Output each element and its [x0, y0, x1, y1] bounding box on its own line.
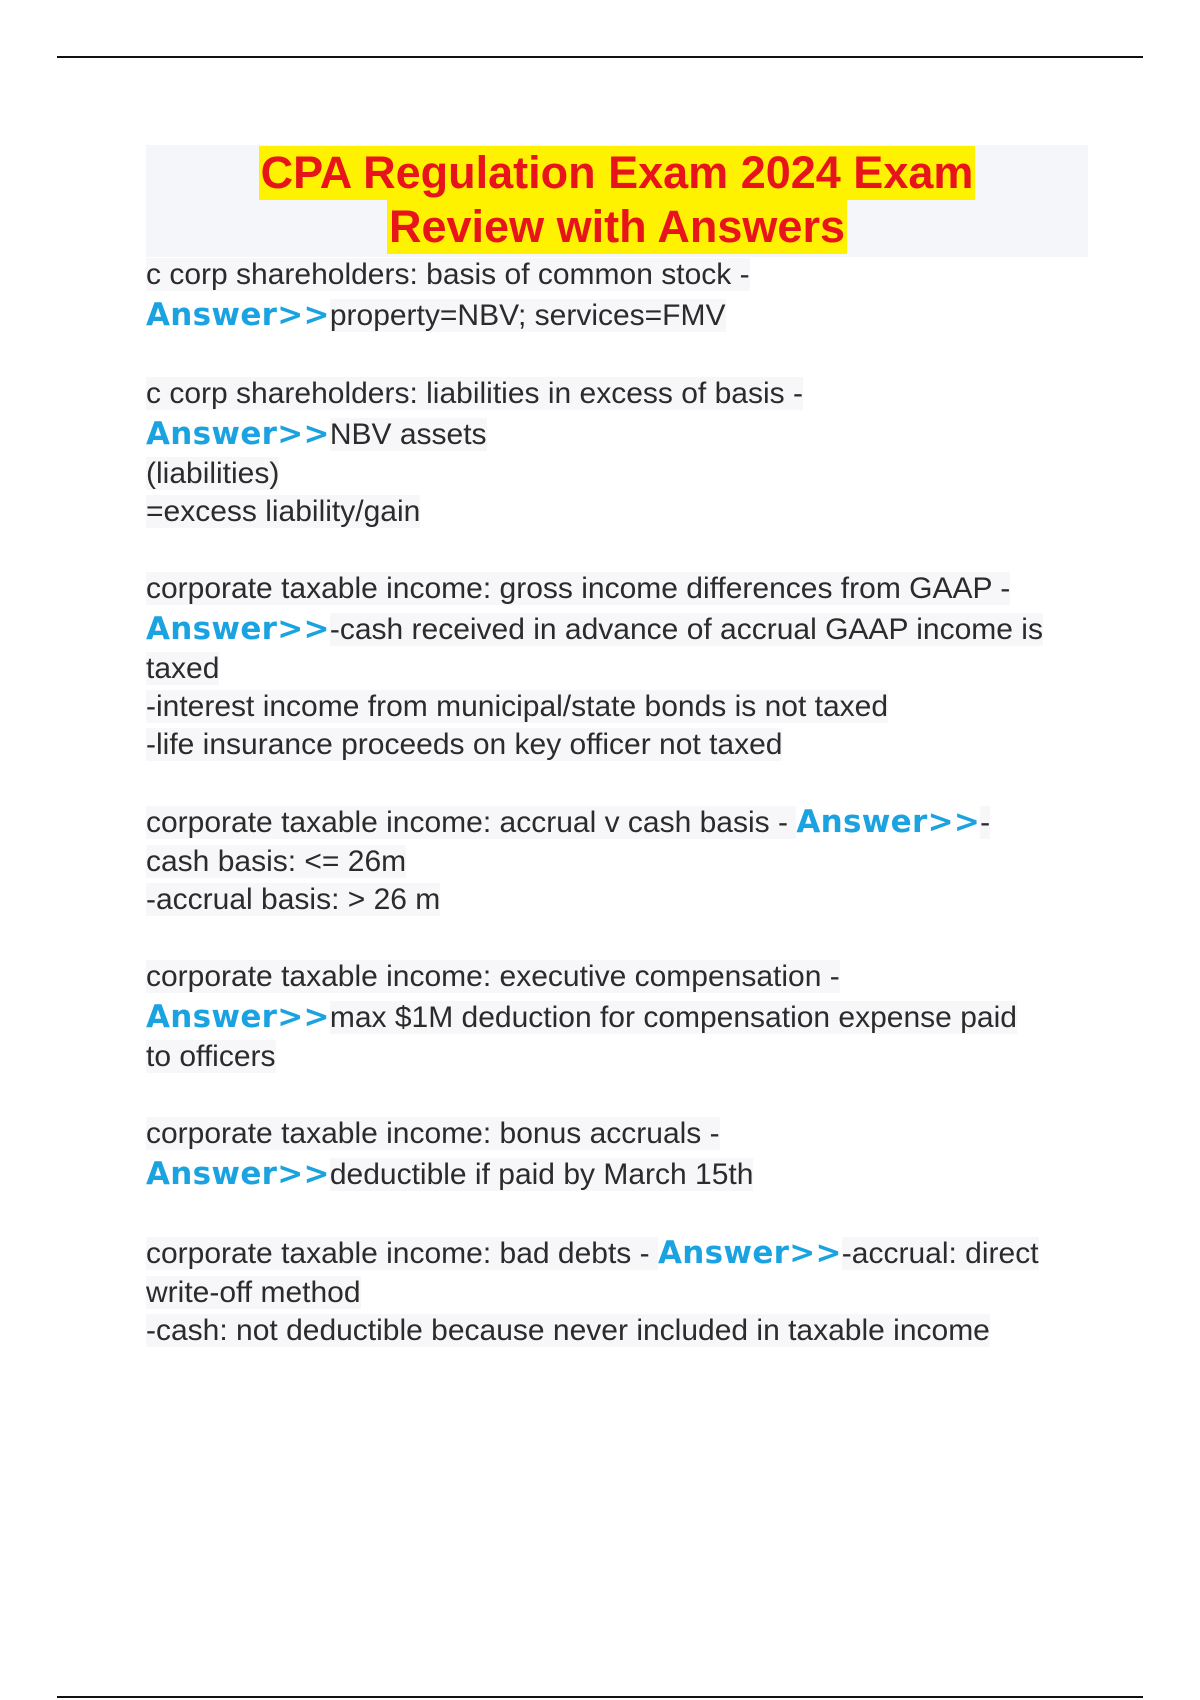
answer-marker: Answer>> [657, 1235, 842, 1271]
answer-marker: Answer>> [146, 416, 330, 452]
title-line-2: Review with Answers [389, 201, 845, 252]
answer-text: cash basis: <= 26m [146, 845, 407, 878]
qa-item [146, 255, 1096, 336]
answer-marker: Answer>> [146, 999, 330, 1035]
qa-item [146, 374, 1096, 531]
answer-text: -accrual basis: > 26 m [146, 883, 441, 916]
top-rule [57, 56, 1143, 58]
answer-text: - [980, 806, 991, 839]
title-line-1: CPA Regulation Exam 2024 Exam [260, 147, 974, 198]
answer-text: NBV assets [329, 418, 487, 451]
answer-text: to officers [146, 1040, 276, 1073]
document-title [146, 145, 1088, 257]
qa-item [146, 957, 1096, 1076]
question-text: corporate taxable income: executive compensation - [146, 960, 840, 993]
qa-item [146, 569, 1096, 764]
qa-list [146, 255, 1096, 1350]
bottom-rule [57, 1696, 1143, 1698]
question-text: c corp shareholders: basis of common stock - [146, 258, 750, 291]
answer-marker: Answer>> [796, 804, 981, 840]
answer-marker: Answer>> [146, 611, 330, 647]
answer-text: (liabilities) [146, 457, 280, 490]
answer-text: max $1M deduction for compensation expense paid [329, 1001, 1017, 1034]
answer-text: -cash: not deductible because never included in taxable income [146, 1314, 990, 1347]
answer-text: -life insurance proceeds on key officer not taxed [146, 728, 783, 761]
question-text: c corp shareholders: liabilities in excess of basis - [146, 377, 803, 410]
qa-item [146, 802, 1096, 919]
answer-text: property=NBV; services=FMV [329, 299, 726, 332]
answer-marker: Answer>> [146, 297, 330, 333]
qa-item [146, 1233, 1096, 1350]
answer-text: deductible if paid by March 15th [329, 1158, 754, 1191]
answer-text: -accrual: direct [841, 1237, 1039, 1270]
answer-text: write-off method [146, 1276, 361, 1309]
question-text: corporate taxable income: gross income differences from GAAP - [146, 572, 1011, 605]
answer-text: -interest income from municipal/state bonds is not taxed [146, 690, 889, 723]
answer-text: taxed [146, 652, 220, 685]
qa-item [146, 1114, 1096, 1195]
answer-marker: Answer>> [146, 1156, 330, 1192]
question-text: corporate taxable income: bonus accruals - [146, 1117, 720, 1150]
answer-text: -cash received in advance of accrual GAAP income is [329, 613, 1043, 646]
question-text: corporate taxable income: accrual v cash basis - [146, 806, 797, 839]
question-text: corporate taxable income: bad debts - [146, 1237, 658, 1270]
answer-text: =excess liability/gain [146, 495, 421, 528]
